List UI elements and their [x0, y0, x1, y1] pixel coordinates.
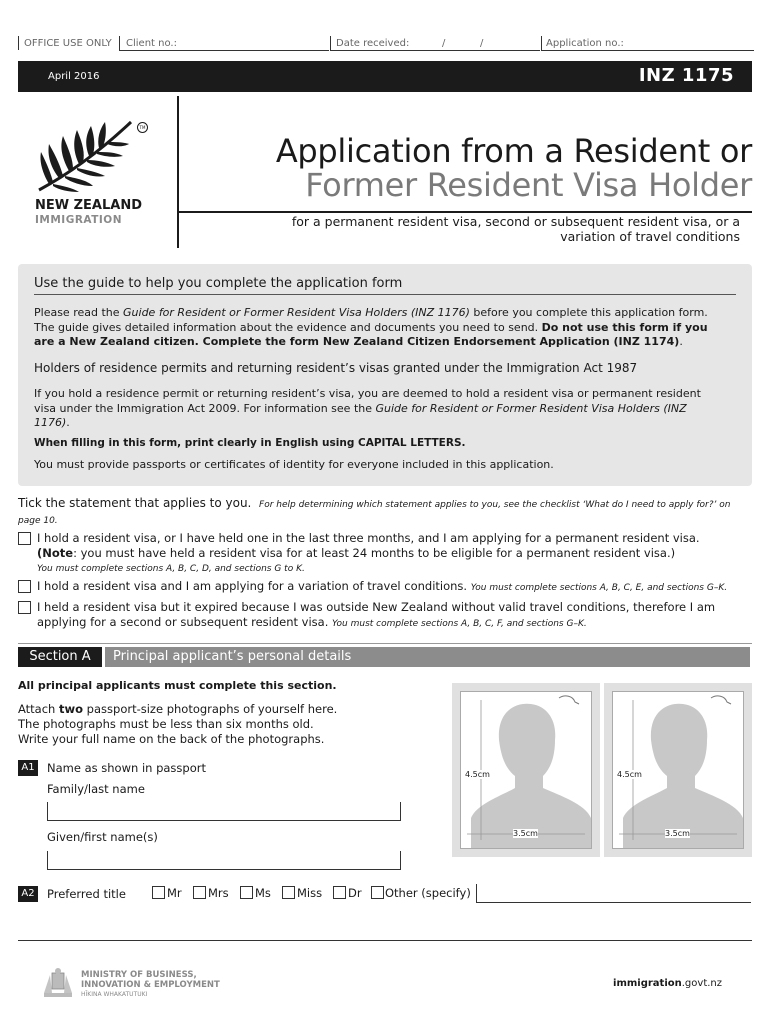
form-code: INZ 1175 [638, 65, 734, 86]
section-rule [18, 643, 752, 644]
section-a-label: Section A [18, 647, 102, 667]
application-no-label: Application no.: [546, 38, 624, 49]
photo-height-label: 4.5cm [465, 770, 490, 779]
guide-rule [34, 294, 736, 295]
page-title: Application from a Resident or [275, 132, 752, 170]
office-use-label: OFFICE USE ONLY [24, 38, 112, 49]
title-rule [179, 211, 752, 213]
guide-box [18, 264, 752, 486]
passports-instruction: You must provide passports or certificates of identity for everyone included in this application. [34, 458, 554, 471]
guide-paragraph-1: Please read the Guide for Resident or Former Resident Visa Holders (INZ 1176) before you complete this application form. The guide gives detailed information about the evidence and documents you need to send. Do not use this form if you are a New Zealand citizen. Complete the form New Zealand Citizen Endorsement Application (INZ 1174). [34, 306, 708, 348]
family-name-label: Family/last name [47, 782, 145, 796]
section-a-instruction: All principal applicants must complete this section. [18, 679, 337, 692]
nz-immigration-logo [35, 118, 155, 230]
guide-subheading: Holders of residence permits and returning resident’s visas granted under the Immigration Act 1987 [34, 361, 638, 375]
guide-paragraph-2: If you hold a residence permit or returning resident’s visa, you are deemed to hold a resident visa or permanent resident visa under the Immigration Act 2009. For information see the Guide for Resident or Former Resident Visa Holders (INZ 1176). [34, 387, 701, 429]
office-divider [330, 36, 331, 50]
office-divider [541, 36, 542, 50]
guide-heading: Use the guide to help you complete the application form [34, 276, 403, 291]
attach-photos-text: Attach two passport-size photographs of yourself here. [18, 702, 338, 716]
client-no-label: Client no.: [126, 38, 177, 49]
title-dr-label: Dr [348, 886, 362, 900]
question-number-a2: A2 [18, 886, 38, 902]
title-ms-label: Ms [255, 886, 271, 900]
title-miss-label: Miss [297, 886, 323, 900]
given-name-input[interactable] [47, 851, 401, 870]
photo-height-label: 4.5cm [617, 770, 642, 779]
header-bar [18, 61, 752, 92]
photos-age-text: The photographs must be less than six months old. [18, 717, 314, 731]
date-separator: / [442, 38, 446, 49]
photos-name-text: Write your full name on the back of the photographs. [18, 732, 325, 746]
title-dr-checkbox[interactable] [333, 886, 346, 899]
logo-subwordmark: IMMIGRATION [35, 214, 123, 226]
office-divider [18, 36, 19, 50]
question-number-a1: A1 [18, 760, 38, 776]
application-no-field[interactable] [541, 50, 754, 51]
option-travel-conditions-text: I hold a resident visa and I am applying for a variation of travel conditions. You must complete sections A, B, C, E, and sections G–K. [37, 579, 728, 593]
page-title-line2: Former Resident Visa Holder [305, 166, 752, 204]
office-divider [119, 36, 120, 50]
date-received-field[interactable] [330, 50, 540, 51]
photo-frame [612, 691, 744, 849]
a2-label: Preferred title [47, 887, 126, 901]
family-name-input[interactable] [47, 802, 401, 821]
title-miss-checkbox[interactable] [282, 886, 295, 899]
capital-letters-instruction: When filling in this form, print clearly in English using CAPITAL LETTERS. [34, 437, 466, 449]
photo-box-1[interactable] [452, 683, 600, 857]
option-expired-visa-checkbox[interactable] [18, 601, 31, 614]
a1-label: Name as shown in passport [47, 761, 206, 775]
title-mr-label: Mr [167, 886, 182, 900]
given-name-label: Given/first name(s) [47, 830, 158, 844]
client-no-field[interactable] [119, 50, 329, 51]
page-subtitle: for a permanent resident visa, second or subsequent resident visa, or a variation of travel conditions [291, 214, 740, 244]
section-a-title: Principal applicant’s personal details [105, 647, 750, 667]
photo-box-2[interactable] [604, 683, 752, 857]
date-separator: / [480, 38, 484, 49]
tick-statement-intro: Tick the statement that applies to you. For help determining which statement applies to you, see the checklist ‘What do I need to apply for?’ on page 10. [18, 496, 731, 526]
office-use-row [18, 36, 754, 52]
title-mrs-label: Mrs [208, 886, 229, 900]
footer-url: immigration.govt.nz [613, 978, 722, 989]
title-ms-checkbox[interactable] [240, 886, 253, 899]
option-expired-visa-text: I held a resident visa but it expired because I was outside New Zealand without valid travel conditions, therefore I am applying for a second or subsequent resident visa. You must complete sections A, B, C, F, and sections G–K. [37, 600, 716, 629]
trademark-mark: TM [137, 122, 148, 133]
photo-frame [460, 691, 592, 849]
option-travel-conditions-checkbox[interactable] [18, 580, 31, 593]
title-mr-checkbox[interactable] [152, 886, 165, 899]
header-divider [177, 96, 179, 248]
photo-width-label: 3.5cm [665, 829, 690, 838]
option-permanent-resident-checkbox[interactable] [18, 532, 31, 545]
form-date: April 2016 [48, 71, 100, 82]
title-other-checkbox[interactable] [371, 886, 384, 899]
option-permanent-resident-text: I hold a resident visa, or I have held one in the last three months, and I am applying for a permanent resident visa. (Note: you must have held a resident visa for at least 24 months to be eligible for a permanent resident visa.) You must complete sections A, B, C, D, and sections G to K. [37, 531, 700, 574]
date-received-label: Date received: [336, 38, 410, 49]
logo-wordmark: NEW ZEALAND [35, 198, 143, 213]
title-mrs-checkbox[interactable] [193, 886, 206, 899]
photo-width-label: 3.5cm [513, 829, 538, 838]
title-other-label: Other (specify) [385, 886, 471, 900]
ministry-name: MINISTRY OF BUSINESS, INNOVATION & EMPLOYMENT HĪKINA WHAKATUTUKI [81, 970, 220, 998]
footer-rule [18, 940, 752, 941]
title-other-input[interactable] [476, 884, 751, 903]
coat-of-arms-icon [40, 967, 76, 999]
